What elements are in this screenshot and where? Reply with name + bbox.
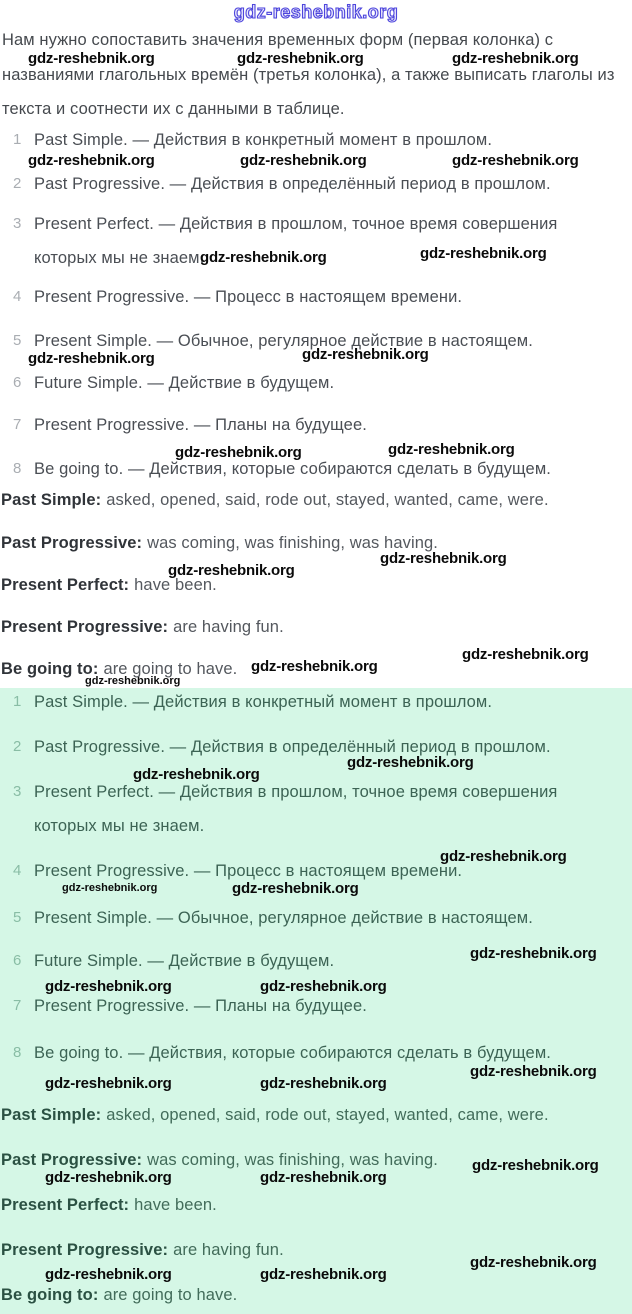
list-item-number: 7 <box>13 416 22 433</box>
watermark: gdz-reshebnik.org <box>347 754 474 771</box>
list-item-text: Past Simple. — Действия в конкретный момент в прошлом. <box>34 693 493 711</box>
answer-line <box>1 1286 237 1305</box>
tense-list-item <box>13 685 596 719</box>
answer-verbs: have been. <box>134 1196 217 1214</box>
list-item-text: Past Simple. — Действия в конкретный момент в прошлом. <box>34 131 493 149</box>
list-item-number: 1 <box>13 131 22 148</box>
watermark: gdz-reshebnik.org <box>200 249 327 266</box>
watermark: gdz-reshebnik.org <box>440 848 567 865</box>
list-item-number: 3 <box>13 783 22 800</box>
list-item-text: Present Progressive. — Процесс в настоящем времени. <box>34 862 463 880</box>
watermark: gdz-reshebnik.org <box>470 1063 597 1080</box>
answer-line <box>1 1196 217 1215</box>
list-item-number: 7 <box>13 997 22 1014</box>
tense-list-item <box>13 944 596 978</box>
site-logo-watermark: gdz-reshebnik.org <box>233 2 399 22</box>
watermark: gdz-reshebnik.org <box>380 550 507 567</box>
tense-list-item <box>13 1036 596 1070</box>
watermark: gdz-reshebnik.org <box>45 1266 172 1283</box>
answer-tense-label: Present Progressive: <box>1 1241 169 1259</box>
answer-verbs: was coming, was finishing, was having. <box>147 1151 438 1169</box>
list-item-number: 2 <box>13 175 22 192</box>
watermark: gdz-reshebnik.org <box>452 152 579 169</box>
list-item-number: 6 <box>13 952 22 969</box>
answer-verbs: are having fun. <box>173 1241 284 1259</box>
list-item-number: 5 <box>13 909 22 926</box>
tense-list-item <box>13 408 596 442</box>
answer-verbs: asked, opened, said, rode out, stayed, wanted, came, were. <box>106 491 549 509</box>
watermark: gdz-reshebnik.org <box>251 658 378 675</box>
answer-verbs: was coming, was finishing, was having. <box>147 534 438 552</box>
answer-tense-label: Past Progressive: <box>1 534 143 552</box>
tense-list-item <box>13 207 596 275</box>
tense-list-item <box>13 901 596 935</box>
watermark: gdz-reshebnik.org <box>452 50 579 67</box>
answer-line <box>1 491 549 510</box>
watermark: gdz-reshebnik.org <box>28 152 155 169</box>
tense-list-item <box>13 167 596 201</box>
answer-line <box>1 1151 438 1170</box>
list-item-text: Future Simple. — Действие в будущем. <box>34 374 335 392</box>
tense-list-item <box>13 123 596 157</box>
list-item-number: 8 <box>13 460 22 477</box>
answer-verbs: are going to have. <box>103 660 238 678</box>
list-item-text: Present Simple. — Обычное, регулярное действие в настоящем. <box>34 909 533 927</box>
answer-tense-label: Present Perfect: <box>1 1196 130 1214</box>
list-item-text: Past Progressive. — Действия в определённый период в прошлом. <box>34 738 551 756</box>
watermark: gdz-reshebnik.org <box>28 50 155 67</box>
list-item-number: 1 <box>13 693 22 710</box>
answer-tense-label: Past Progressive: <box>1 1151 143 1169</box>
answer-line <box>1 576 217 595</box>
answer-tense-label: Present Perfect: <box>1 576 130 594</box>
list-item-text: Present Progressive. — Процесс в настоящем времени. <box>34 288 463 306</box>
watermark: gdz-reshebnik.org <box>28 350 155 367</box>
tense-list-item <box>13 324 596 358</box>
answer-tense-label: Past Simple: <box>1 1106 102 1124</box>
watermark: gdz-reshebnik.org <box>45 1169 172 1186</box>
watermark: gdz-reshebnik.org <box>470 1254 597 1271</box>
list-item-number: 5 <box>13 332 22 349</box>
intro-line-1: Нам нужно сопоставить значения временных форм (первая колонка) с <box>2 31 554 49</box>
watermark: gdz-reshebnik.org <box>237 50 364 67</box>
watermark: gdz-reshebnik.org <box>240 152 367 169</box>
watermark: gdz-reshebnik.org <box>168 562 295 579</box>
tense-list-item <box>13 989 596 1023</box>
list-item-text: Present Perfect. — Действия в прошлом, точное время совершения которых мы не знаем. <box>34 783 558 835</box>
answer-line <box>1 618 284 637</box>
watermark: gdz-reshebnik.org <box>260 1266 387 1283</box>
tense-list-item <box>13 730 596 764</box>
watermark: gdz-reshebnik.org <box>85 675 181 687</box>
answer-tense-label: Be going to: <box>1 660 99 678</box>
list-item-text: Present Progressive. — Планы на будущее. <box>34 416 367 434</box>
watermark: gdz-reshebnik.org <box>175 444 302 461</box>
watermark: gdz-reshebnik.org <box>260 978 387 995</box>
list-item-number: 8 <box>13 1044 22 1061</box>
tense-list-item <box>13 280 596 314</box>
watermark: gdz-reshebnik.org <box>45 978 172 995</box>
answer-line <box>1 660 237 679</box>
answer-verbs: are having fun. <box>173 618 284 636</box>
answer-line <box>1 1106 549 1125</box>
list-item-text: Present Simple. — Обычное, регулярное действие в настоящем. <box>34 332 533 350</box>
tense-list-item <box>13 452 596 486</box>
list-item-text: Be going to. — Действия, которые собираются сделать в будущем. <box>34 460 551 478</box>
watermark: gdz-reshebnik.org <box>260 1075 387 1092</box>
list-item-number: 4 <box>13 862 22 879</box>
answer-tense-label: Past Simple: <box>1 491 102 509</box>
watermark: gdz-reshebnik.org <box>45 1075 172 1092</box>
answer-line <box>1 1241 284 1260</box>
list-item-text: Be going to. — Действия, которые собираются сделать в будущем. <box>34 1044 551 1062</box>
tense-list-item <box>13 854 596 888</box>
intro-line-3: текста и соотнести их с данными в таблице. <box>2 100 345 118</box>
watermark: gdz-reshebnik.org <box>232 880 359 897</box>
watermark: gdz-reshebnik.org <box>62 882 158 894</box>
watermark: gdz-reshebnik.org <box>420 245 547 262</box>
answer-tense-label: Be going to: <box>1 1286 99 1304</box>
answer-verbs: asked, opened, said, rode out, stayed, wanted, came, were. <box>106 1106 549 1124</box>
list-item-number: 4 <box>13 288 22 305</box>
watermark: gdz-reshebnik.org <box>462 646 589 663</box>
tense-list-item <box>13 775 596 843</box>
list-item-number: 6 <box>13 374 22 391</box>
answer-tense-label: Present Progressive: <box>1 618 169 636</box>
watermark: gdz-reshebnik.org <box>470 945 597 962</box>
list-item-text: Present Perfect. — Действия в прошлом, точное время совершения которых мы не знаем. <box>34 215 558 267</box>
answer-verbs: have been. <box>134 576 217 594</box>
list-item-number: 3 <box>13 215 22 232</box>
watermark: gdz-reshebnik.org <box>133 766 260 783</box>
watermark: gdz-reshebnik.org <box>472 1157 599 1174</box>
list-item-number: 2 <box>13 738 22 755</box>
watermark: gdz-reshebnik.org <box>260 1169 387 1186</box>
watermark: gdz-reshebnik.org <box>388 441 515 458</box>
list-item-text: Present Progressive. — Планы на будущее. <box>34 997 367 1015</box>
tense-list-item <box>13 366 596 400</box>
watermark: gdz-reshebnik.org <box>302 346 429 363</box>
intro-line-2: названиями глагольных времён (третья колонка), а также выписать глаголы из <box>2 66 615 84</box>
list-item-text: Future Simple. — Действие в будущем. <box>34 952 335 970</box>
list-item-text: Past Progressive. — Действия в определённый период в прошлом. <box>34 175 551 193</box>
answer-verbs: are going to have. <box>103 1286 238 1304</box>
answer-line <box>1 534 438 553</box>
